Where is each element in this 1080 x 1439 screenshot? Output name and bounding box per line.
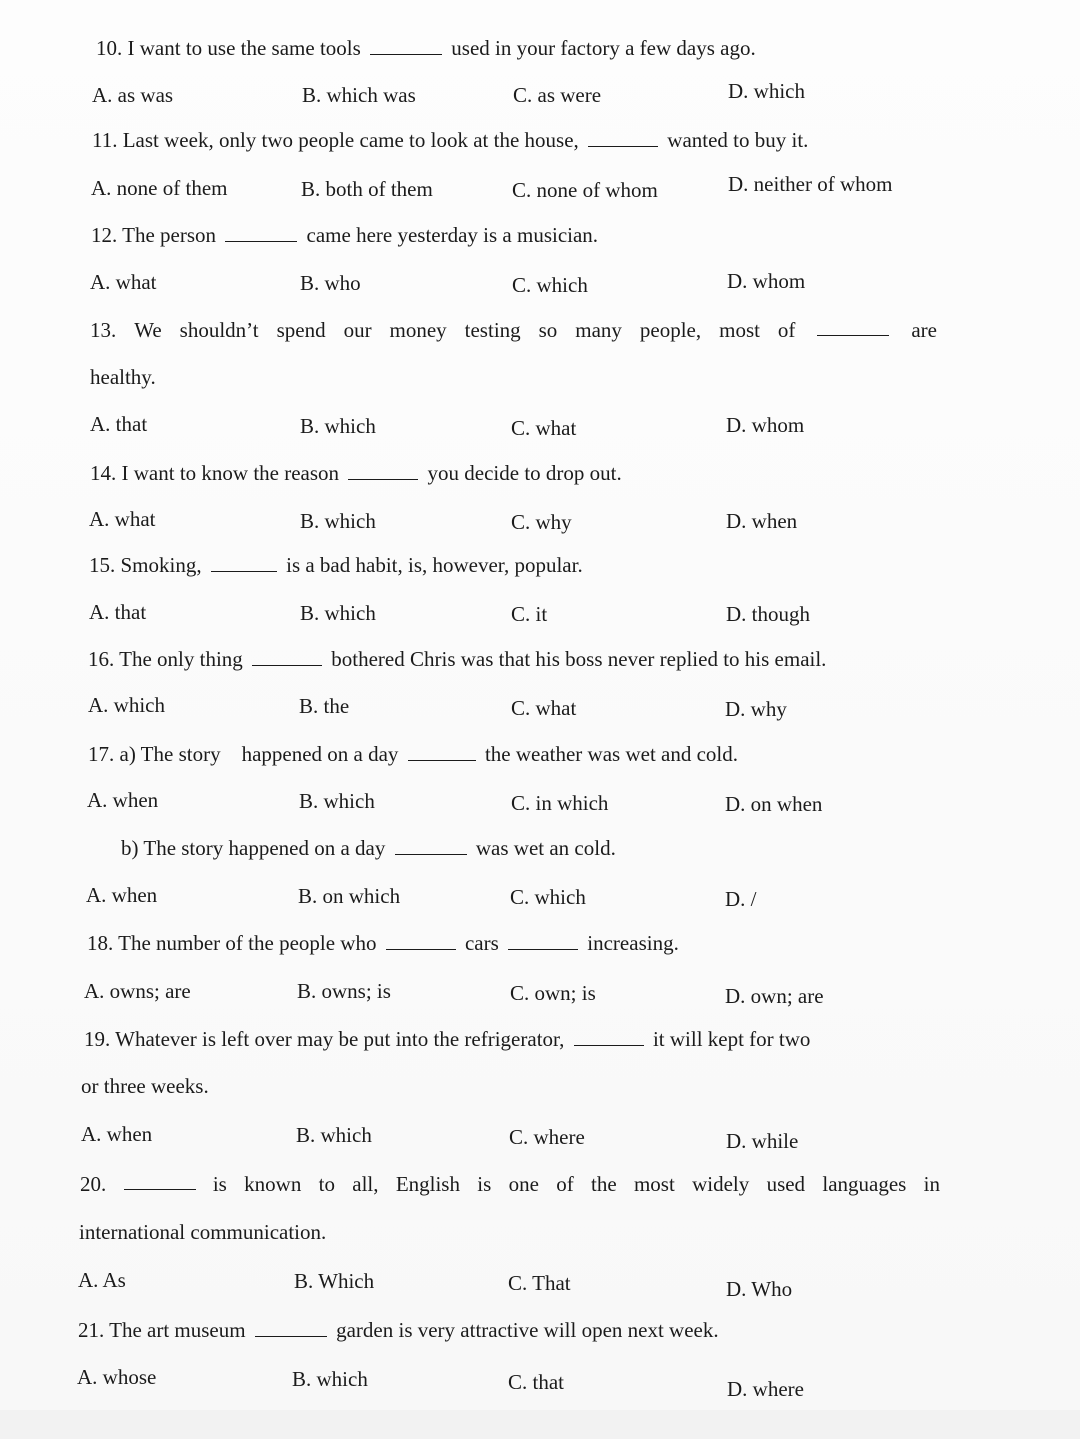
question-word: of [777,318,796,342]
option-d[interactable]: D. / [725,887,757,911]
question-text-before: I want to use the same tools [127,36,361,60]
question-word: most [633,1172,675,1196]
option-c[interactable]: C. what [511,416,577,440]
question-14 [90,460,622,486]
question-text-before: The only thing [119,647,243,671]
question-number: 11. [92,128,118,152]
answer-blank[interactable] [817,317,889,336]
option-d[interactable]: D. though [726,602,810,626]
question-text-before: The art museum [109,1318,246,1342]
question-word: shouldn’t [179,318,259,342]
question-word: testing [464,318,521,342]
question-word: used [766,1172,806,1196]
option-c[interactable]: C. why [511,510,572,534]
option-b[interactable]: B. which [292,1367,368,1391]
question-text-after: garden is very attractive will open next week. [336,1318,719,1342]
option-c[interactable]: C. what [511,696,577,720]
question-number: 14. [90,461,117,485]
answer-blank[interactable] [395,836,467,855]
question-text-before: Whatever is left over may be put into the refrigerator, [115,1027,565,1051]
question-20-line-2: international communication. [79,1220,327,1244]
question-19-line-1 [84,1026,810,1052]
question-word: is [212,1172,227,1196]
question-word: to [318,1172,335,1196]
question-word: of [556,1172,574,1196]
question-11 [92,127,808,153]
question-17b [121,835,616,861]
option-d[interactable]: D. whom [727,269,806,293]
option-b[interactable]: B. Which [294,1269,375,1293]
option-c[interactable]: C. that [508,1370,564,1394]
question-text-after: used in your factory a few days ago. [451,36,756,60]
option-b[interactable]: B. which [296,1123,372,1147]
question-20-line-1 [80,1171,940,1197]
question-18 [87,930,679,956]
option-d[interactable]: D. where [727,1377,804,1401]
question-word: money [389,318,447,342]
question-text-after: is a bad habit, is, however, popular. [286,553,583,577]
option-a[interactable]: A. when [87,788,159,812]
option-b[interactable]: B. the [299,694,350,718]
question-word: many [575,318,622,342]
option-a[interactable]: A. that [90,412,148,436]
question-word: English [395,1172,460,1196]
question-number: 20. [80,1172,107,1196]
question-12 [91,222,598,248]
option-b[interactable]: B. which was [302,83,416,107]
option-d[interactable]: D. own; are [725,984,824,1008]
option-d[interactable]: D. whom [726,413,805,437]
option-b[interactable]: B. who [300,271,361,295]
option-c[interactable]: C. which [510,885,586,909]
answer-blank[interactable] [225,223,297,242]
question-word: spend [276,318,326,342]
question-text-after: was wet an cold. [475,836,616,860]
question-number: 21. [78,1318,105,1342]
option-a[interactable]: A. that [89,600,147,624]
question-text-after: bothered Chris was that his boss never replied to his email. [331,647,827,671]
option-a[interactable]: A. as was [92,83,174,107]
option-c[interactable]: C. none of whom [512,178,658,202]
option-a[interactable]: A. none of them [91,176,228,200]
option-a[interactable]: A. what [89,507,156,531]
question-text-after: the weather was wet and cold. [484,742,739,766]
question-word: in [923,1172,940,1196]
question-15 [89,552,583,578]
question-text-before: I want to know the reason [121,461,340,485]
answer-blank[interactable] [255,1318,327,1337]
question-word: so [538,318,558,342]
question-text-before: Last week, only two people came to look at the house, [122,128,579,152]
option-c[interactable]: C. in which [511,791,609,815]
option-a[interactable]: A. when [86,883,158,907]
question-number: 13. [90,318,117,342]
question-number: 16. [88,647,115,671]
option-c[interactable]: C. own; is [510,981,596,1005]
question-text-before: b) The story happened on a day [121,836,386,860]
question-10 [96,35,756,61]
option-a[interactable]: A. whose [77,1365,157,1389]
answer-blank[interactable] [408,742,476,761]
question-number: 10. [96,36,123,60]
answer-blank[interactable] [211,553,277,572]
option-c[interactable]: C. it [511,602,548,626]
question-word: are [911,318,937,342]
question-word: most [719,318,760,342]
option-a[interactable]: A. what [90,270,157,294]
question-text-after: it will kept for two [652,1027,811,1051]
answer-blank[interactable] [370,36,442,55]
option-a[interactable]: A. owns; are [84,979,191,1003]
question-word: known [244,1172,302,1196]
question-word: the [591,1172,617,1196]
answer-blank[interactable] [574,1027,644,1046]
question-word: one [508,1172,539,1196]
option-d[interactable]: D. Who [726,1277,793,1301]
option-d[interactable]: D. on when [725,792,823,816]
option-b[interactable]: B. which [300,509,376,533]
answer-blank[interactable] [588,128,658,147]
question-number: 15. [89,553,116,577]
option-b[interactable]: B. which [300,414,376,438]
option-a[interactable]: A. when [81,1122,153,1146]
option-b[interactable]: B. on which [298,884,401,908]
option-c[interactable]: C. That [508,1271,571,1295]
option-c[interactable]: C. as were [513,83,602,107]
question-text-middle: cars [464,931,499,955]
question-16 [88,646,826,672]
option-d[interactable]: D. while [726,1129,799,1153]
option-a[interactable]: A. which [88,693,165,717]
answer-blank-1[interactable] [386,931,456,950]
option-b[interactable]: B. both of them [301,177,433,201]
question-text-after: came here yesterday is a musician. [306,223,599,247]
answer-blank[interactable] [252,647,322,666]
question-number: 18. [87,931,114,955]
question-21 [78,1317,719,1343]
question-13-line-2: healthy. [90,365,156,389]
page-bottom-edge [0,1410,1080,1439]
option-a[interactable]: A. As [78,1268,126,1292]
question-word: our [343,318,372,342]
option-b[interactable]: B. which [300,601,376,625]
question-text-before: The person [122,223,217,247]
question-text-after: you decide to drop out. [427,461,622,485]
option-b[interactable]: B. owns; is [297,979,391,1003]
answer-blank-2[interactable] [508,931,578,950]
question-text-before: Smoking, [120,553,202,577]
option-c[interactable]: C. which [512,273,588,297]
option-d[interactable]: D. when [726,509,798,533]
option-d[interactable]: D. why [725,697,787,721]
question-13-line-1 [90,317,937,343]
question-word: widely [692,1172,750,1196]
question-number: 19. [84,1027,111,1051]
question-text-before: a) The story happened on a day [119,742,399,766]
answer-blank[interactable] [124,1171,196,1190]
question-word: is [477,1172,492,1196]
option-c[interactable]: C. where [509,1125,585,1149]
option-d[interactable]: D. which [728,79,805,103]
question-text-before: The number of the people who [118,931,377,955]
question-number: 17. [88,742,115,766]
question-text-after: increasing. [587,931,679,955]
question-text-after: wanted to buy it. [667,128,809,152]
question-word: We [134,318,162,342]
question-word: all, [352,1172,379,1196]
question-17a [88,741,738,767]
question-19-line-2: or three weeks. [81,1074,209,1098]
question-word: people, [639,318,702,342]
question-word: languages [822,1172,907,1196]
question-number: 12. [91,223,118,247]
option-d[interactable]: D. neither of whom [728,172,893,196]
option-b[interactable]: B. which [299,789,375,813]
answer-blank[interactable] [348,461,418,480]
